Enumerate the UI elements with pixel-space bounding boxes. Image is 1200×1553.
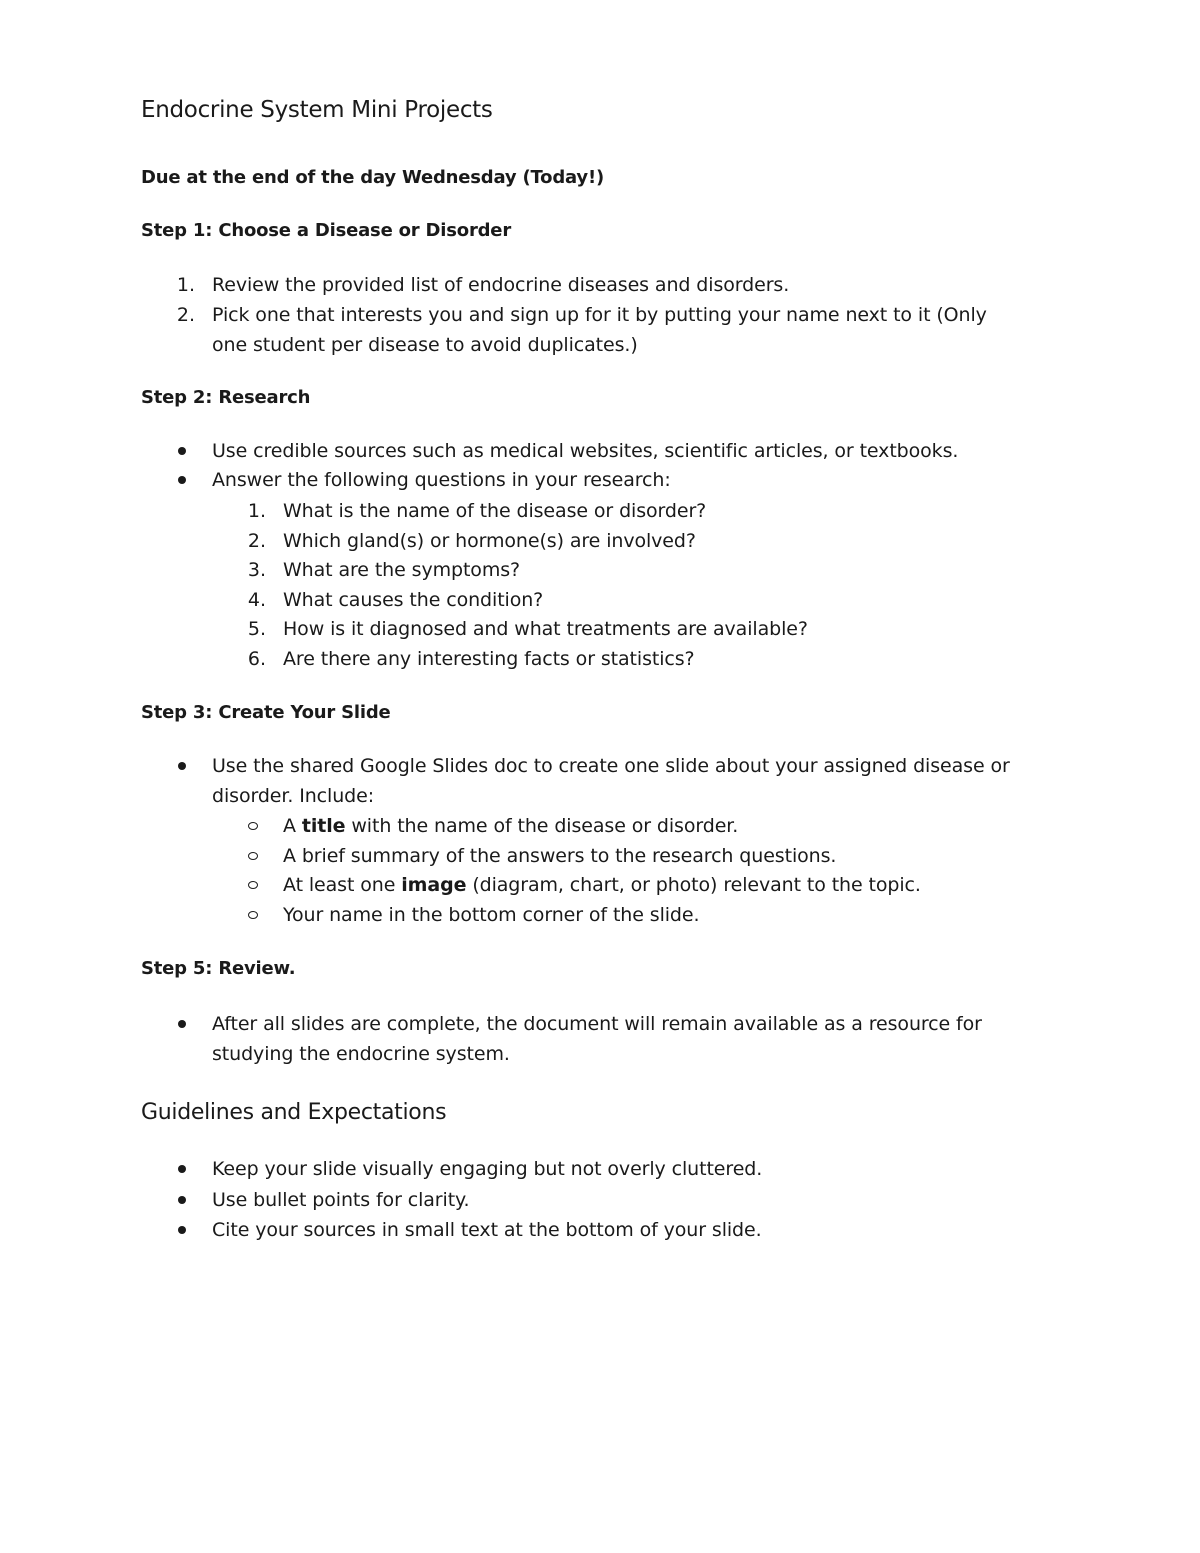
bullet-icon [178, 476, 186, 484]
question-2-number: 2. [247, 530, 266, 552]
question-1-text: What is the name of the disease or disorder? [283, 500, 707, 522]
question-5-text: How is it diagnosed and what treatments are available? [283, 618, 808, 640]
step1-item-1-text: Review the provided list of endocrine diseases and disorders. [212, 274, 790, 296]
step3-heading: Step 3: Create Your Slide [141, 702, 391, 723]
question-6-text: Are there any interesting facts or statistics? [283, 648, 695, 670]
question-4-text: What causes the condition? [283, 589, 544, 611]
guideline-item-3: Cite your sources in small text at the bottom of your slide. [212, 1219, 762, 1241]
question-3-text: What are the symptoms? [283, 559, 521, 581]
step3-sub-name: Your name in the bottom corner of the slide. [283, 904, 700, 926]
step2-bullet-sources: Use credible sources such as medical websites, scientific articles, or textbooks. [212, 440, 959, 462]
step1-item-2-text-line1: Pick one that interests you and sign up for it by putting your name next to it (Only [212, 304, 987, 326]
question-6-number: 6. [247, 648, 266, 670]
sub-bullet-icon [248, 911, 258, 919]
bullet-icon [178, 1226, 186, 1234]
bullet-icon [178, 1165, 186, 1173]
bullet-icon [178, 1020, 186, 1028]
step1-heading: Step 1: Choose a Disease or Disorder [141, 220, 511, 241]
question-1-number: 1. [247, 500, 266, 522]
sub-bullet-icon [248, 822, 258, 830]
due-date-heading: Due at the end of the day Wednesday (Today!) [141, 167, 604, 188]
sub-bullet-icon [248, 881, 258, 889]
question-4-number: 4. [247, 589, 266, 611]
step3-sub-title: A title with the name of the disease or disorder. [283, 815, 739, 837]
step2-heading: Step 2: Research [141, 387, 311, 408]
step1-item-1-number: 1. [176, 274, 195, 296]
step1-item-2-number: 2. [176, 304, 195, 326]
step3-sub-image: At least one image (diagram, chart, or photo) relevant to the topic. [283, 874, 921, 896]
guideline-item-1: Keep your slide visually engaging but not overly cluttered. [212, 1158, 763, 1180]
step2-bullet-questions: Answer the following questions in your research: [212, 469, 671, 491]
step3-bullet-line1: Use the shared Google Slides doc to create one slide about your assigned disease or [212, 755, 1010, 777]
step5-heading: Step 5: Review. [141, 958, 296, 979]
step3-bullet-line2: disorder. Include: [212, 785, 375, 807]
bullet-icon [178, 447, 186, 455]
bullet-icon [178, 1196, 186, 1204]
document-title: Endocrine System Mini Projects [141, 97, 493, 123]
bullet-icon [178, 762, 186, 770]
step5-bullet-line2: studying the endocrine system. [212, 1043, 510, 1065]
sub-bullet-icon [248, 852, 258, 860]
step5-bullet-line1: After all slides are complete, the document will remain available as a resource for [212, 1013, 982, 1035]
step3-sub-summary: A brief summary of the answers to the research questions. [283, 845, 837, 867]
question-5-number: 5. [247, 618, 266, 640]
guideline-item-2: Use bullet points for clarity. [212, 1189, 470, 1211]
step1-item-2-text-line2: one student per disease to avoid duplicates.) [212, 334, 638, 356]
guidelines-heading: Guidelines and Expectations [141, 1100, 447, 1125]
question-3-number: 3. [247, 559, 266, 581]
question-2-text: Which gland(s) or hormone(s) are involved? [283, 530, 696, 552]
